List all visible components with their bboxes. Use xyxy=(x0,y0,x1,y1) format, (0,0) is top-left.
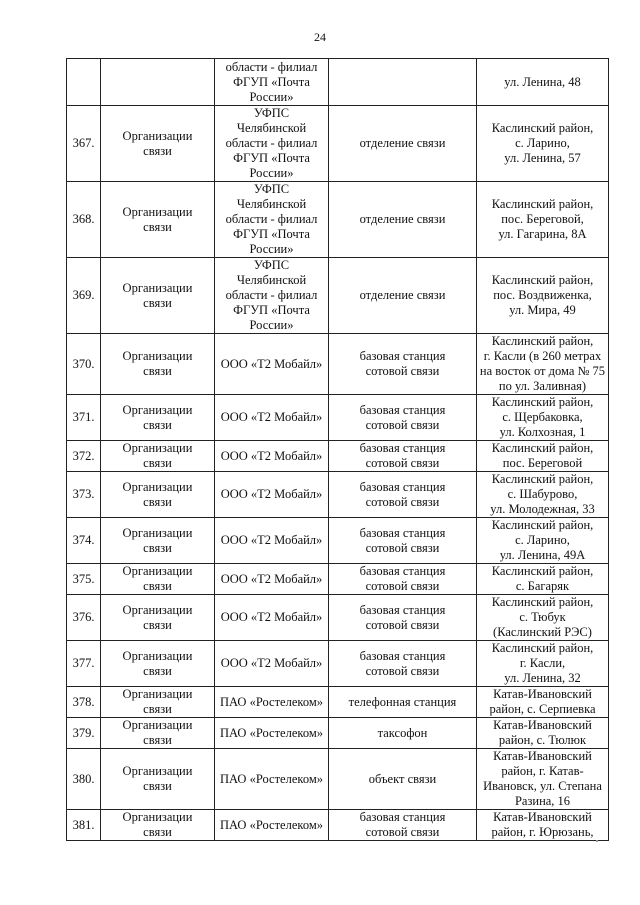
cell-line: базовая станция xyxy=(359,479,446,494)
cell-line: Организации xyxy=(122,525,193,540)
address-cell xyxy=(477,718,609,749)
cell-line: ПАО «Ростелеком» xyxy=(220,817,323,832)
object-type-cell xyxy=(329,59,477,106)
cell-line: с. Багаряк xyxy=(515,579,570,593)
address-cell xyxy=(477,182,609,258)
cell-line: Организации xyxy=(122,479,193,494)
cell-line: Катав-Ивановский xyxy=(493,749,592,763)
address-cell xyxy=(477,641,609,687)
organization-cell xyxy=(215,595,329,641)
cell-line: УФПС xyxy=(253,258,290,272)
row-number-cell: 369. xyxy=(67,258,101,334)
cell-line: Каслинский район, xyxy=(491,273,594,287)
row-number-cell: 371. xyxy=(67,395,101,441)
row-number-cell: 380. xyxy=(67,749,101,810)
cell-line: базовая станция xyxy=(359,525,446,540)
table-row xyxy=(67,472,609,518)
object-type-cell xyxy=(329,106,477,182)
cell-line: области - филиал xyxy=(225,288,318,302)
cell-line: Организации xyxy=(122,402,193,417)
row-number-cell: 374. xyxy=(67,518,101,564)
cell-line: Каслинский район, xyxy=(491,441,594,455)
row-number-cell xyxy=(67,59,101,106)
cell-line: связи xyxy=(143,494,172,509)
cell-line: пос. Воздвиженка, xyxy=(493,288,592,302)
object-type-cell xyxy=(329,687,477,718)
cell-line: по ул. Заливная) xyxy=(498,379,587,393)
cell-line: Организации xyxy=(122,764,193,778)
address-cell xyxy=(477,441,609,472)
cell-line: Организации xyxy=(122,718,193,732)
cell-line: ФГУП «Почта xyxy=(233,227,310,241)
address-cell xyxy=(477,595,609,641)
address-cell xyxy=(477,59,609,106)
table-row xyxy=(67,749,609,810)
cell-line: ООО «Т2 Мобайл» xyxy=(220,487,323,501)
table-row xyxy=(67,334,609,395)
cell-line: Катав-Ивановский xyxy=(493,687,592,701)
row-number-cell: 377. xyxy=(67,641,101,687)
row-number-cell: 378. xyxy=(67,687,101,718)
cell-line: ул. Ленина, 48 xyxy=(504,74,581,89)
organization-cell xyxy=(215,258,329,334)
entity-type-cell xyxy=(101,472,215,518)
cell-line: с. Тюбук xyxy=(519,610,566,624)
cell-line: ООО «Т2 Мобайл» xyxy=(220,448,323,463)
address-cell xyxy=(477,810,609,841)
page-number: 24 xyxy=(314,30,326,44)
object-type-cell xyxy=(329,258,477,334)
cell-line: базовая станция xyxy=(359,810,446,824)
row-number-cell: 368. xyxy=(67,182,101,258)
cell-line: отделение связи xyxy=(359,212,446,226)
cell-line: ФГУП «Почта xyxy=(233,74,310,89)
cell-line: сотовой связи xyxy=(365,494,440,509)
object-type-cell xyxy=(329,749,477,810)
entity-type-cell xyxy=(101,182,215,258)
cell-line: связи xyxy=(143,143,172,158)
organization-cell xyxy=(215,687,329,718)
organization-cell xyxy=(215,106,329,182)
cell-line: Организации xyxy=(122,204,193,219)
cell-line: Организации xyxy=(122,280,193,295)
entity-type-cell xyxy=(101,810,215,841)
address-cell xyxy=(477,749,609,810)
cell-line: связи xyxy=(143,295,172,310)
cell-line: ПАО «Ростелеком» xyxy=(220,771,323,786)
cell-line: Разина, 16 xyxy=(514,794,571,808)
cell-line: Ивановск, ул. Степана xyxy=(483,779,602,793)
cell-line: области - филиал xyxy=(225,136,318,150)
address-cell xyxy=(477,106,609,182)
cell-line: ул. Молодежная, 33 xyxy=(490,502,595,516)
table-row xyxy=(67,518,609,564)
cell-line: (Каслинский РЭС) xyxy=(493,625,592,639)
cell-line: Организации xyxy=(122,810,193,824)
cell-line: отделение связи xyxy=(359,136,446,150)
table-row xyxy=(67,441,609,472)
organization-cell xyxy=(215,641,329,687)
table-row xyxy=(67,595,609,641)
address-cell xyxy=(477,334,609,395)
organization-cell xyxy=(215,441,329,472)
cell-line: сотовой связи xyxy=(365,825,440,839)
object-type-cell xyxy=(329,810,477,841)
table-row xyxy=(67,59,609,106)
address-cell xyxy=(477,564,609,595)
cell-line: пос. Береговой, xyxy=(501,212,584,226)
cell-line: ул. Мира, 49 xyxy=(509,303,576,317)
cell-line: УФПС xyxy=(253,182,290,196)
address-cell xyxy=(477,518,609,564)
cell-line: базовая станция xyxy=(359,648,446,663)
cell-line: Организации xyxy=(122,687,193,701)
organization-cell xyxy=(215,718,329,749)
cell-line: сотовой связи xyxy=(365,663,440,678)
cell-line: с. Шабурово, xyxy=(507,487,578,501)
object-type-cell xyxy=(329,564,477,595)
cell-line: Организации xyxy=(122,128,193,143)
organization-cell xyxy=(215,59,329,106)
row-number-cell: 376. xyxy=(67,595,101,641)
row-number-cell: 375. xyxy=(67,564,101,595)
cell-line: Организации xyxy=(122,602,193,617)
cell-line: области - филиал xyxy=(225,212,318,226)
cell-line: район, г. Юрюзань, xyxy=(491,825,594,839)
table-row xyxy=(67,395,609,441)
object-type-cell xyxy=(329,395,477,441)
entity-type-cell xyxy=(101,59,215,106)
cell-line: Каслинский район, xyxy=(491,197,594,211)
object-type-cell xyxy=(329,334,477,395)
object-type-cell xyxy=(329,182,477,258)
cell-line: Каслинский район, xyxy=(491,641,594,655)
object-type-cell xyxy=(329,441,477,472)
cell-line: России» xyxy=(249,318,294,332)
cell-line: Каслинский район, xyxy=(491,121,594,135)
table-row xyxy=(67,564,609,595)
cell-line: сотовой связи xyxy=(365,617,440,632)
entity-type-cell xyxy=(101,641,215,687)
cell-line: сотовой связи xyxy=(365,540,440,555)
entity-type-cell xyxy=(101,395,215,441)
object-type-cell xyxy=(329,595,477,641)
cell-line: связи xyxy=(143,733,172,747)
row-number-cell: 373. xyxy=(67,472,101,518)
cell-line: ПАО «Ростелеком» xyxy=(220,725,323,740)
entity-type-cell xyxy=(101,749,215,810)
organization-cell xyxy=(215,472,329,518)
cell-line: связи xyxy=(143,219,172,234)
cell-line: сотовой связи xyxy=(365,579,440,593)
cell-line: Катав-Ивановский xyxy=(493,810,592,824)
table-row xyxy=(67,718,609,749)
cell-line: Челябинской xyxy=(236,197,307,211)
cell-line: базовая станция xyxy=(359,441,446,455)
cell-line: Каслинский район, xyxy=(491,395,594,409)
table-row xyxy=(67,106,609,182)
organization-cell xyxy=(215,395,329,441)
cell-line: с. Щербаковка, xyxy=(502,410,583,424)
cell-line: район, г. Катав- xyxy=(501,764,584,778)
cell-line: ПАО «Ростелеком» xyxy=(220,694,323,709)
entity-type-cell xyxy=(101,441,215,472)
cell-line: УФПС xyxy=(253,106,290,120)
address-cell xyxy=(477,687,609,718)
cell-line: пос. Береговой xyxy=(502,456,583,470)
cell-line: с. Ларино, xyxy=(515,136,570,150)
table-row xyxy=(67,258,609,334)
cell-line: сотовой связи xyxy=(365,364,440,378)
cell-line: ФГУП «Почта xyxy=(233,303,310,317)
entity-type-cell xyxy=(101,564,215,595)
row-number-cell: 381. xyxy=(67,810,101,841)
cell-line: Организации xyxy=(122,564,193,578)
organization-cell xyxy=(215,518,329,564)
cell-line: район, с. Серпиевка xyxy=(489,702,596,716)
cell-line: Организации xyxy=(122,648,193,663)
cell-line: ул. Колхозная, 1 xyxy=(499,425,586,439)
cell-line: базовая станция xyxy=(359,602,446,617)
organization-cell xyxy=(215,749,329,810)
row-number-cell: 379. xyxy=(67,718,101,749)
cell-line: Каслинский район, xyxy=(491,518,594,532)
cell-line: Каслинский район, xyxy=(491,334,594,348)
cell-line: ООО «Т2 Мобайл» xyxy=(220,410,323,424)
cell-line: таксофон xyxy=(377,725,428,740)
cell-line: ул. Гагарина, 8А xyxy=(498,227,587,241)
cell-line: объект связи xyxy=(368,771,437,786)
cell-line: связи xyxy=(143,417,172,432)
row-number-cell: 367. xyxy=(67,106,101,182)
cell-line: связи xyxy=(143,663,172,678)
cell-line: связи xyxy=(143,825,172,839)
cell-line: с. Ларино, xyxy=(515,533,570,547)
table-row xyxy=(67,641,609,687)
cell-line: г. Касли (в 260 метрах xyxy=(483,349,602,363)
cell-line: области - филиал xyxy=(225,59,318,74)
registry-table-body xyxy=(67,59,609,841)
row-number-cell: 372. xyxy=(67,441,101,472)
address-cell xyxy=(477,472,609,518)
scan-speck xyxy=(596,840,598,842)
cell-line: России» xyxy=(249,89,294,104)
cell-line: связи xyxy=(143,540,172,555)
cell-line: Каслинский район, xyxy=(491,564,594,578)
cell-line: ООО «Т2 Мобайл» xyxy=(220,356,323,371)
entity-type-cell xyxy=(101,718,215,749)
cell-line: ООО «Т2 Мобайл» xyxy=(220,656,323,670)
cell-line: России» xyxy=(249,166,294,180)
cell-line: базовая станция xyxy=(359,349,446,363)
cell-line: на восток от дома № 75 xyxy=(479,364,606,378)
cell-line: ООО «Т2 Мобайл» xyxy=(220,571,323,586)
table-row xyxy=(67,810,609,841)
cell-line: базовая станция xyxy=(359,402,446,417)
cell-line: связи xyxy=(143,364,172,378)
organization-cell xyxy=(215,564,329,595)
cell-line: связи xyxy=(143,456,172,470)
cell-line: г. Касли, xyxy=(519,656,566,670)
cell-line: Катав-Ивановский xyxy=(493,718,592,732)
object-type-cell xyxy=(329,718,477,749)
table-row xyxy=(67,687,609,718)
entity-type-cell xyxy=(101,258,215,334)
cell-line: России» xyxy=(249,242,294,256)
address-cell xyxy=(477,258,609,334)
table-row xyxy=(67,182,609,258)
cell-line: Организации xyxy=(122,441,193,455)
cell-line: ул. Ленина, 57 xyxy=(504,151,581,165)
cell-line: сотовой связи xyxy=(365,417,440,432)
entity-type-cell xyxy=(101,687,215,718)
cell-line: связи xyxy=(143,579,172,593)
cell-line: базовая станция xyxy=(359,564,446,578)
cell-line: ООО «Т2 Мобайл» xyxy=(220,533,323,547)
object-type-cell xyxy=(329,472,477,518)
object-type-cell xyxy=(329,518,477,564)
cell-line: связи xyxy=(143,702,172,716)
entity-type-cell xyxy=(101,334,215,395)
cell-line: отделение связи xyxy=(359,288,446,302)
cell-line: ул. Ленина, 32 xyxy=(504,671,581,685)
cell-line: район, с. Тюлюк xyxy=(498,733,587,747)
organization-cell xyxy=(215,810,329,841)
registry-table xyxy=(66,58,609,841)
entity-type-cell xyxy=(101,518,215,564)
organization-cell xyxy=(215,334,329,395)
cell-line: Челябинской xyxy=(236,121,307,135)
cell-line: связи xyxy=(143,617,172,632)
organization-cell xyxy=(215,182,329,258)
cell-line: ФГУП «Почта xyxy=(233,151,310,165)
entity-type-cell xyxy=(101,106,215,182)
cell-line: Организации xyxy=(122,349,193,363)
row-number-cell: 370. xyxy=(67,334,101,395)
cell-line: Челябинской xyxy=(236,273,307,287)
cell-line: Каслинский район, xyxy=(491,595,594,609)
object-type-cell xyxy=(329,641,477,687)
cell-line: ул. Ленина, 49А xyxy=(499,548,586,562)
cell-line: телефонная станция xyxy=(348,694,457,709)
address-cell xyxy=(477,395,609,441)
cell-line: Каслинский район, xyxy=(491,472,594,486)
cell-line: сотовой связи xyxy=(365,456,440,470)
cell-line: связи xyxy=(143,779,172,793)
cell-line: ООО «Т2 Мобайл» xyxy=(220,610,323,624)
entity-type-cell xyxy=(101,595,215,641)
